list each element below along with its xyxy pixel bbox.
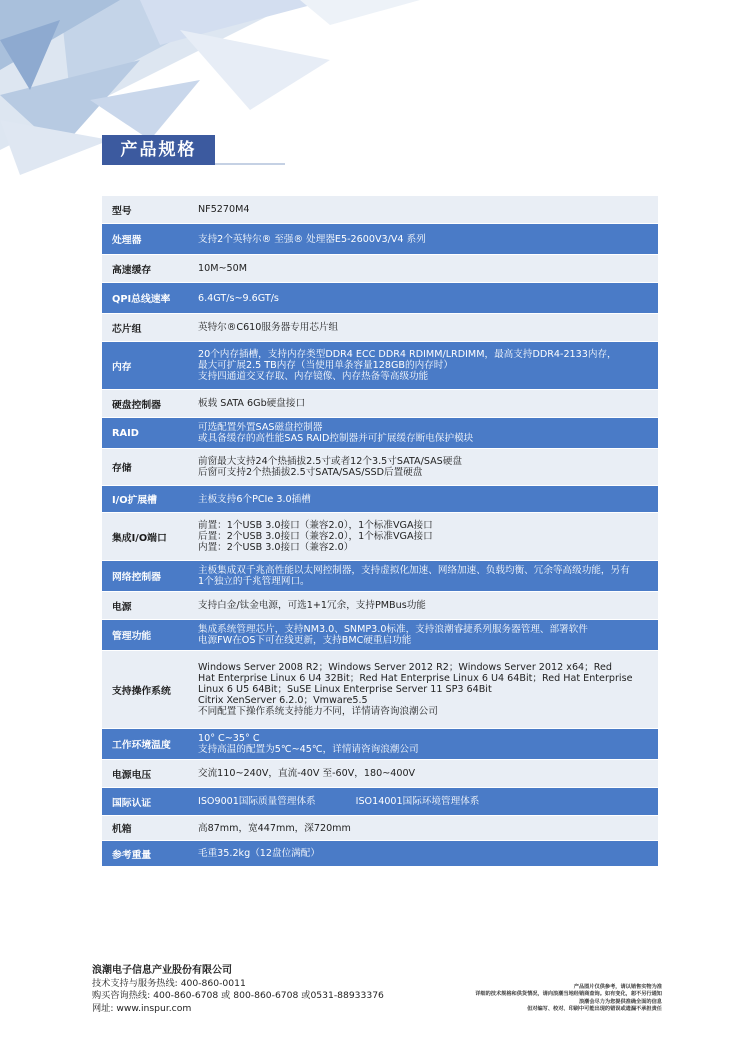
spec-row (102, 513, 658, 560)
footer-company: 浪潮电子信息产业股份有限公司 (92, 965, 232, 976)
disclaimer-line: 产品图片仅供参考，请以销售实物为准 (573, 984, 662, 990)
spec-value-line: 高87mm，宽447mm，深720mm (198, 822, 351, 834)
spec-label: 芯片组 (102, 314, 184, 341)
spec-value (184, 620, 658, 650)
spec-table (102, 196, 658, 866)
spec-value-line: Linux 6 U5 64Bit；SuSE Linux Enterprise Server 11 SP3 64Bit (198, 684, 492, 695)
spec-value-line: Citrix XenServer 6.2.0；Vmware5.5 (198, 695, 368, 706)
spec-label: I/O扩展槽 (102, 486, 184, 512)
spec-label: 支持操作系统 (102, 651, 184, 728)
spec-value (184, 513, 658, 560)
spec-value-line: 英特尔®C610服务器专用芯片组 (198, 322, 339, 333)
spec-value-line: 电源FW在OS下可在线更新，支持BMC硬重启功能 (198, 635, 412, 646)
spec-value (184, 418, 658, 448)
spec-value-line: 集成系统管理芯片，支持NM3.0、SNMP3.0标准，支持浪潮睿捷系列服务器管理、部署软件 (198, 624, 588, 635)
spec-value (184, 760, 658, 787)
spec-label: 参考重量 (102, 841, 184, 866)
spec-label: RAID (102, 418, 184, 448)
spec-value-line: 后置：2个USB 3.0接口（兼容2.0），1个标准VGA接口 (198, 531, 433, 542)
spec-row (102, 486, 658, 512)
spec-value-line (198, 796, 654, 807)
spec-row (102, 592, 658, 619)
spec-label: 国际认证 (102, 788, 184, 815)
cert-iso9001: ISO9001国际质量管理体系 (198, 796, 316, 807)
spec-value-line: Windows Server 2008 R2；Windows Server 2012 R2；Windows Server 2012 x64；Red (198, 662, 612, 673)
spec-label: 处理器 (102, 224, 184, 254)
spec-label: 内存 (102, 342, 184, 389)
spec-value-line: 或具备缓存的高性能SAS RAID控制器并可扩展缓存断电保护模块 (198, 433, 474, 444)
spec-row (102, 651, 658, 728)
spec-value (184, 196, 658, 223)
footer (92, 965, 384, 1015)
spec-row (102, 561, 658, 591)
disclaimer (475, 984, 662, 1014)
spec-label: 管理功能 (102, 620, 184, 650)
spec-value-line: 6.4GT/s~9.6GT/s (198, 292, 279, 304)
section-title: 产品规格 (102, 135, 215, 165)
footer-support-hotline: 技术支持与服务热线: 400-860-0011 (92, 977, 246, 989)
spec-value-line: 交流110~240V，直流-40V 至-60V，180~400V (198, 768, 416, 779)
spec-label: 电源 (102, 592, 184, 619)
spec-value-line: 主板支持6个PCIe 3.0插槽 (198, 493, 311, 505)
spec-value-line: 20个内存插槽，支持内存类型DDR4 ECC DDR4 RDIMM/LRDIMM，最高支持DDR4-2133内存， (198, 349, 617, 360)
spec-row (102, 196, 658, 223)
spec-row (102, 224, 658, 254)
spec-value-line: 后窗可支持2个热插拔2.5寸SATA/SAS/SSD后置硬盘 (198, 467, 423, 478)
spec-value (184, 651, 658, 728)
spec-value-line: 不同配置下操作系统支持能力不同，详情请咨询浪潮公司 (198, 706, 438, 717)
cert-iso14001: ISO14001国际环境管理体系 (355, 796, 480, 807)
spec-value-line: 内置：2个USB 3.0接口（兼容2.0） (198, 542, 354, 553)
spec-value-line: 最大可扩展2.5 TB内存（当使用单条容量128GB的内存时） (198, 360, 453, 371)
spec-value (184, 283, 658, 313)
spec-value (184, 841, 658, 866)
spec-row (102, 729, 658, 759)
spec-row (102, 760, 658, 787)
spec-label: 存储 (102, 449, 184, 485)
spec-value-line: 1个独立的千兆管理网口。 (198, 576, 310, 587)
spec-value (184, 449, 658, 485)
spec-value-line: NF5270M4 (198, 204, 250, 215)
spec-value-line: 前置：1个USB 3.0接口（兼容2.0），1个标准VGA接口 (198, 520, 433, 531)
spec-value (184, 592, 658, 619)
spec-row (102, 816, 658, 840)
spec-row (102, 418, 658, 448)
spec-value (184, 788, 658, 815)
spec-label: 高速缓存 (102, 255, 184, 282)
disclaimer-line: 详细的技术规格和供货情况，请向浪潮当地经销商查询。如有变化，恕不另行通知 (475, 991, 662, 998)
spec-label: 型号 (102, 196, 184, 223)
spec-row (102, 314, 658, 341)
spec-value (184, 342, 658, 389)
spec-value-line: 支持2个英特尔® 至强® 处理器E5-2600V3/V4 系列 (198, 233, 426, 245)
spec-label: QPI总线速率 (102, 283, 184, 313)
disclaimer-line: 浪潮会尽力为您提供准确全面的信息 (578, 998, 662, 1005)
spec-value (184, 561, 658, 591)
background-decoration (0, 0, 750, 200)
spec-value-line: 10M~50M (198, 263, 248, 274)
spec-row (102, 449, 658, 485)
spec-value-line: 毛重35.2kg（12盘位满配） (198, 848, 320, 859)
spec-value (184, 816, 658, 840)
spec-value (184, 729, 658, 759)
spec-value (184, 255, 658, 282)
spec-value (184, 224, 658, 254)
spec-value-line: 前窗最大支持24个热插拔2.5寸或者12个3.5寸SATA/SAS硬盘 (198, 456, 462, 467)
spec-row (102, 788, 658, 815)
spec-label: 集成I/O端口 (102, 513, 184, 560)
spec-row (102, 255, 658, 282)
spec-value-line: Hat Enterprise Linux 6 U4 32Bit；Red Hat Enterprise Linux 6 U4 64Bit；Red Hat Enterprise (198, 673, 633, 684)
spec-value (184, 486, 658, 512)
spec-row (102, 283, 658, 313)
spec-value-line: 支持白金/钛金电源，可选1+1冗余，支持PMBus功能 (198, 600, 426, 611)
spec-row (102, 841, 658, 866)
spec-row (102, 390, 658, 417)
title-underline (215, 163, 285, 165)
spec-value-line: 可选配置外置SAS磁盘控制器 (198, 422, 323, 433)
footer-website[interactable]: 网址: www.inspur.com (92, 1002, 192, 1014)
spec-label: 机箱 (102, 816, 184, 840)
disclaimer-line: 但对编写、校对、印刷中可能出现的错误或遗漏不承担责任 (527, 1006, 662, 1013)
spec-label: 硬盘控制器 (102, 390, 184, 417)
spec-value (184, 314, 658, 341)
spec-row (102, 620, 658, 650)
spec-label: 工作环境温度 (102, 729, 184, 759)
spec-value-line: 支持四通道交叉存取、内存镜像、内存热备等高级功能 (198, 371, 429, 382)
spec-row (102, 342, 658, 389)
spec-value-line: 10° C~35° C (198, 733, 260, 744)
spec-label: 网络控制器 (102, 561, 184, 591)
spec-value-line: 板载 SATA 6Gb硬盘接口 (198, 398, 306, 409)
spec-label: 电源电压 (102, 760, 184, 787)
spec-value (184, 390, 658, 417)
footer-sales-hotline: 购买咨询热线: 400-860-6708 或 800-860-6708 或0531-88933376 (92, 990, 384, 1001)
spec-value-line: 主板集成双千兆高性能以太网控制器，支持虚拟化加速、网络加速、负载均衡、冗余等高级功能，另有 (198, 565, 630, 576)
spec-value-line: 支持高温的配置为5℃~45℃，详情请咨询浪潮公司 (198, 744, 419, 755)
